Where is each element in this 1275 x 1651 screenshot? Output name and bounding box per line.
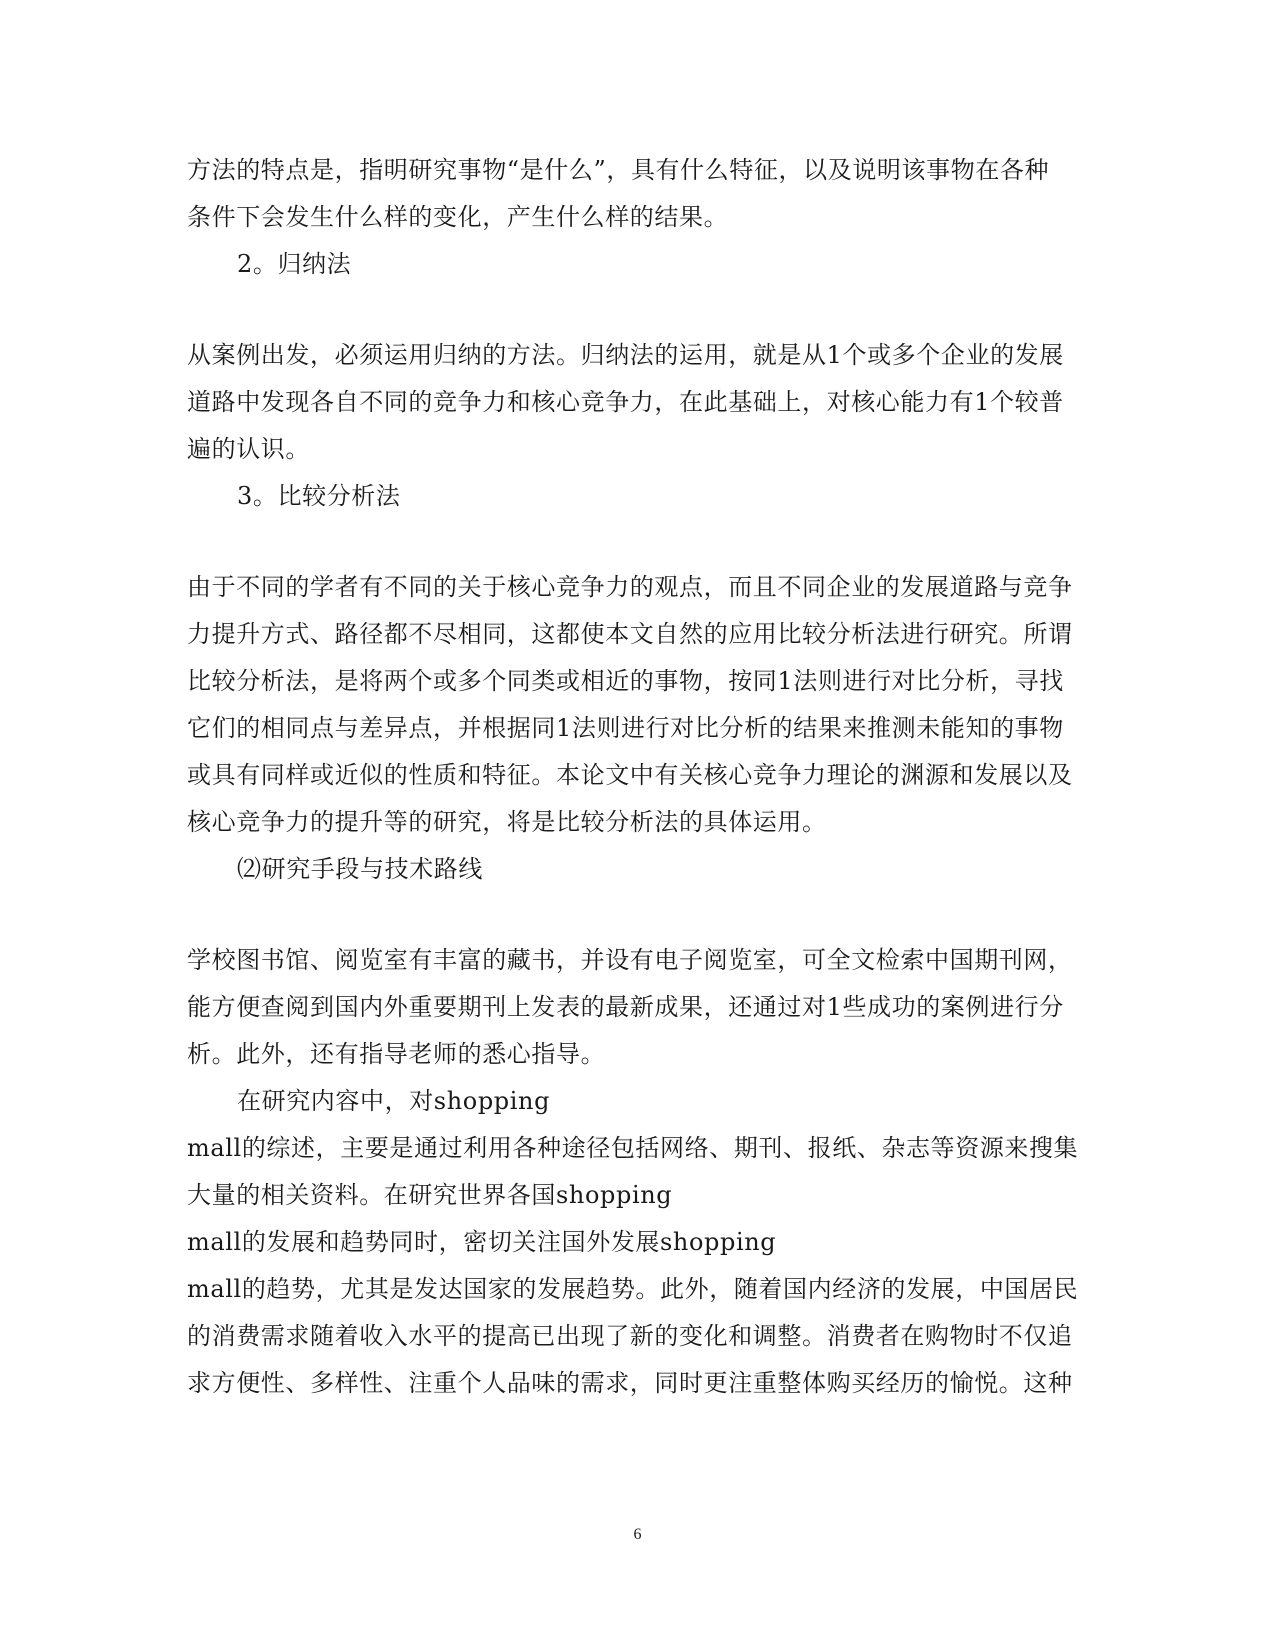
body-text-line: 学校图书馆、阅览室有丰富的藏书，并设有电子阅览室，可全文检索中国期刊网，: [187, 946, 1073, 974]
section-heading: 2。归纳法: [237, 250, 352, 278]
body-text-line: mall的趋势，尤其是发达国家的发展趋势。此外，随着国内经济的发展，中国居民: [187, 1275, 1079, 1303]
body-text-line: 在研究内容中，对shopping: [237, 1087, 551, 1115]
body-text-line: 从案例出发，必须运用归纳的方法。归纳法的运用，就是从1个或多个企业的发展: [187, 341, 1064, 369]
body-text-line: mall的综述，主要是通过利用各种途径包括网络、期刊、报纸、杂志等资源来搜集: [187, 1134, 1079, 1162]
body-text-line: 道路中发现各自不同的竞争力和核心竞争力，在此基础上，对核心能力有1个较普: [187, 388, 1064, 416]
body-text-line: 遍的认识。: [187, 435, 310, 463]
body-text-line: 方法的特点是，指明研究事物“是什么”，具有什么特征，以及说明该事物在各种: [187, 156, 1050, 184]
body-text-line: 它们的相同点与差异点，并根据同1法则进行对比分析的结果来推测未能知的事物: [187, 714, 1064, 742]
body-text-line: 的消费需求随着收入水平的提高已出现了新的变化和调整。消费者在购物时不仅追: [187, 1322, 1073, 1350]
body-text-line: 条件下会发生什么样的变化，产生什么样的结果。: [187, 203, 729, 231]
body-text-line: 能方便查阅到国内外重要期刊上发表的最新成果，还通过对1些成功的案例进行分: [187, 993, 1064, 1021]
body-text-line: 力提升方式、路径都不尽相同，这都使本文自然的应用比较分析法进行研究。所谓: [187, 620, 1073, 648]
page-number: 6: [633, 1526, 642, 1543]
section-heading: 3。比较分析法: [237, 482, 401, 510]
body-text-line: 由于不同的学者有不同的关于核心竞争力的观点，而且不同企业的发展道路与竞争: [187, 573, 1073, 601]
body-text-line: 比较分析法，是将两个或多个同类或相近的事物，按同1法则进行对比分析，寻找: [187, 667, 1064, 695]
body-text-line: 大量的相关资料。在研究世界各国shopping: [187, 1181, 673, 1209]
body-text-line: 求方便性、多样性、注重个人品味的需求，同时更注重整体购买经历的愉悦。这种: [187, 1369, 1073, 1397]
body-text-line: 析。此外，还有指导老师的悉心指导。: [187, 1040, 606, 1068]
body-text-line: mall的发展和趋势同时，密切关注国外发展shopping: [187, 1228, 777, 1256]
section-heading: ⑵研究手段与技术路线: [237, 855, 483, 883]
body-text-line: 核心竞争力的提升等的研究，将是比较分析法的具体运用。: [187, 808, 827, 836]
body-text-line: 或具有同样或近似的性质和特征。本论文中有关核心竞争力理论的渊源和发展以及: [187, 761, 1073, 789]
